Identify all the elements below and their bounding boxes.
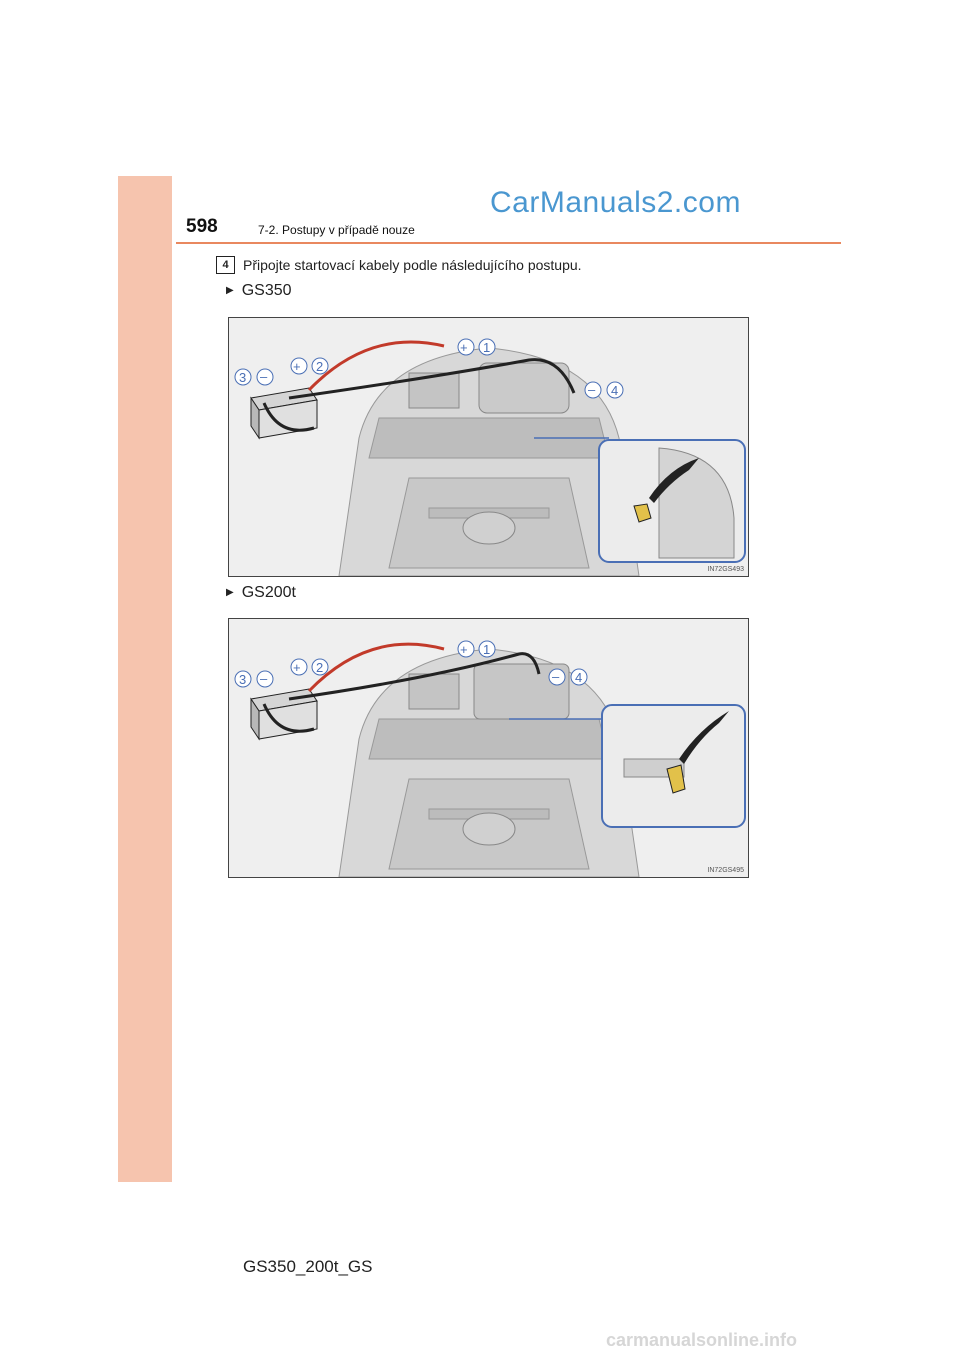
minus-icon: –	[588, 382, 596, 397]
callout-1: 1	[483, 340, 491, 355]
plus-icon: +	[293, 359, 301, 374]
model-label-gs200t	[226, 584, 296, 602]
model-name: GS200t	[241, 584, 296, 601]
section-title: 7-2. Postupy v případě nouze	[258, 223, 415, 237]
triangle-bullet-icon: ▶	[226, 587, 234, 598]
step-instruction: Připojte startovací kabely podle následujícího postupu.	[243, 257, 582, 273]
figure-code: IN72GS495	[707, 867, 744, 874]
figure-gs200t	[228, 618, 749, 878]
chapter-sidebar-tab	[118, 176, 172, 1182]
callout-2: 2	[316, 359, 324, 374]
step-number-badge: 4	[216, 256, 235, 274]
minus-icon: –	[552, 669, 560, 684]
callout-3: 3	[239, 370, 247, 385]
callout-3: 3	[239, 672, 247, 687]
callout-4: 4	[611, 383, 619, 398]
watermark-bottom: carmanualsonline.info	[606, 1330, 798, 1350]
page-number: 598	[186, 216, 218, 237]
callout-2: 2	[316, 660, 324, 675]
footer-model-code: GS350_200t_GS	[243, 1257, 373, 1276]
plus-icon: +	[460, 340, 468, 355]
figure-code: IN72GS493	[707, 566, 744, 573]
callout-4: 4	[575, 670, 583, 685]
watermark-top: CarManuals2.com	[490, 186, 741, 219]
model-name: GS350	[241, 282, 292, 299]
minus-icon: –	[260, 369, 268, 384]
minus-icon: –	[260, 671, 268, 686]
engine-bay-illustration	[229, 619, 748, 877]
triangle-bullet-icon: ▶	[226, 285, 234, 296]
plus-icon: +	[460, 642, 468, 657]
header-rule	[176, 242, 841, 244]
model-label-gs350	[226, 282, 292, 300]
engine-bay-illustration	[229, 318, 748, 576]
figure-gs350	[228, 317, 749, 577]
callout-1: 1	[483, 642, 491, 657]
plus-icon: +	[293, 660, 301, 675]
